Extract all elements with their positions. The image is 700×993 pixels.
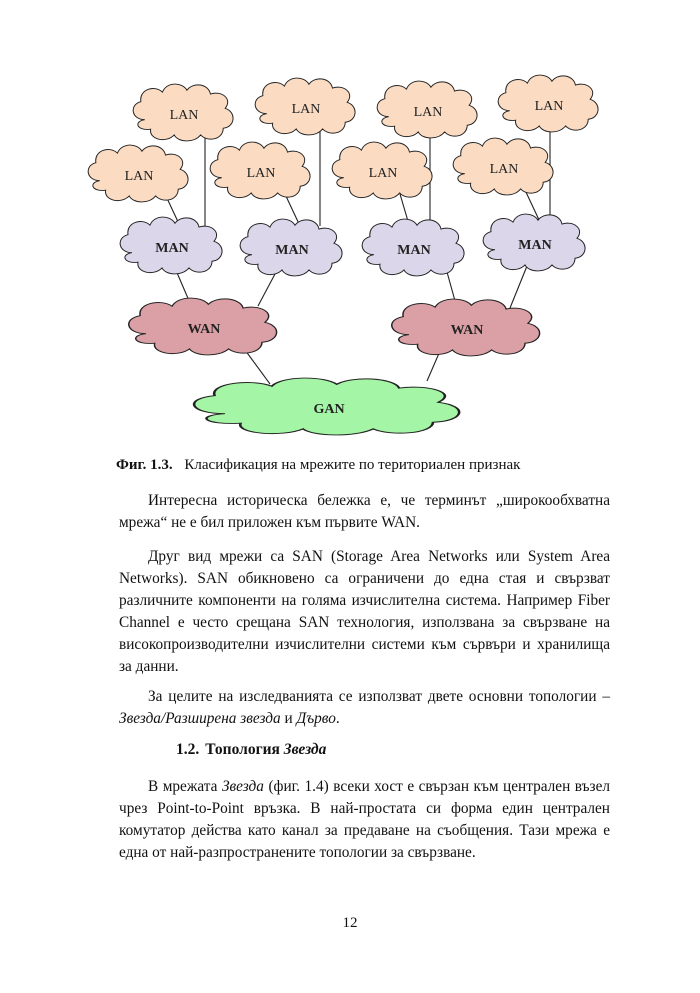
topologies-text-end: . — [335, 710, 340, 727]
man-cloud-2 — [240, 219, 342, 276]
man-label: MAN — [518, 238, 552, 253]
lan-cloud-6 — [210, 142, 310, 199]
page-number: 12 — [342, 915, 358, 931]
lan-label: LAN — [246, 166, 276, 181]
paragraph-san: Друг вид мрежи са SAN (Storage Area Networks или System Area Networks). SAN обикновено са ограничени до една стая и свързват различните компоненти на голяма изчислителна система. Например Fiber Channel е често срещана SAN технология, използвана за свързване на високопроизводителни изчислителни системи към сървъри и хранилища за данни. — [119, 548, 610, 675]
man-cloud-1 — [120, 217, 222, 274]
figure-caption-label: Фиг. 1.3. — [116, 457, 173, 473]
wan-cloud-2 — [392, 299, 540, 356]
lan-label: LAN — [124, 169, 154, 184]
star-text-rest: (фиг. 1.4) всеки хост е свързан към централен възел чрез Point-to-Point връзка. В най-простата си форма един централен комутатор действа като канал за предаване на съобщения. Тази мрежа е една от най-разпространените топологии за свързване. — [119, 778, 610, 861]
section-title-prefix: Топология — [205, 741, 284, 758]
section-heading — [176, 741, 326, 759]
figure-caption-text: Класификация на мрежите по териториален признак — [184, 457, 521, 473]
lan-cloud-4 — [498, 75, 598, 132]
lan-cloud-5 — [88, 145, 188, 202]
lan-cloud-7 — [332, 142, 432, 199]
lan-label: LAN — [169, 108, 199, 123]
gan-cloud — [194, 378, 459, 435]
lan-label: LAN — [368, 166, 398, 181]
figure-caption — [116, 457, 520, 474]
gan-label: GAN — [313, 402, 345, 417]
wan-label: WAN — [187, 322, 221, 337]
man-cloud-4 — [483, 214, 585, 271]
section-title-emphasis: Звезда — [283, 741, 327, 758]
paragraph-historical-note: Интересна историческа бележка е, че терминът „широкообхватна мрежа“ не е бил приложен към първите WAN. — [119, 492, 610, 531]
wan-cloud-1 — [129, 298, 277, 355]
lan-label: LAN — [534, 99, 564, 114]
topologies-text-mid: и — [280, 710, 297, 727]
topology-tree-emphasis: Дърво — [296, 710, 336, 727]
lan-label: LAN — [413, 105, 443, 120]
lan-label: LAN — [291, 102, 321, 117]
star-text-start: В мрежата — [148, 778, 222, 795]
lan-cloud-8 — [453, 138, 553, 195]
star-emphasis: Звезда — [221, 778, 264, 795]
man-cloud-3 — [362, 219, 464, 276]
lan-cloud-2 — [255, 78, 355, 135]
network-classification-diagram — [0, 0, 700, 450]
paragraph-star-topology — [119, 776, 610, 864]
lan-cloud-1 — [133, 84, 233, 141]
lan-cloud-3 — [377, 81, 477, 138]
topology-star-emphasis: Звезда/Разширена звезда — [119, 710, 281, 727]
man-label: MAN — [275, 243, 309, 258]
section-number: 1.2. — [176, 741, 200, 758]
man-label: MAN — [397, 243, 431, 258]
man-label: MAN — [155, 241, 189, 256]
topologies-text-start: За целите на изследванията се използват двете основни топологии – — [148, 688, 610, 705]
lan-label: LAN — [489, 162, 519, 177]
wan-label: WAN — [450, 323, 484, 338]
paragraph-topologies — [119, 686, 610, 730]
